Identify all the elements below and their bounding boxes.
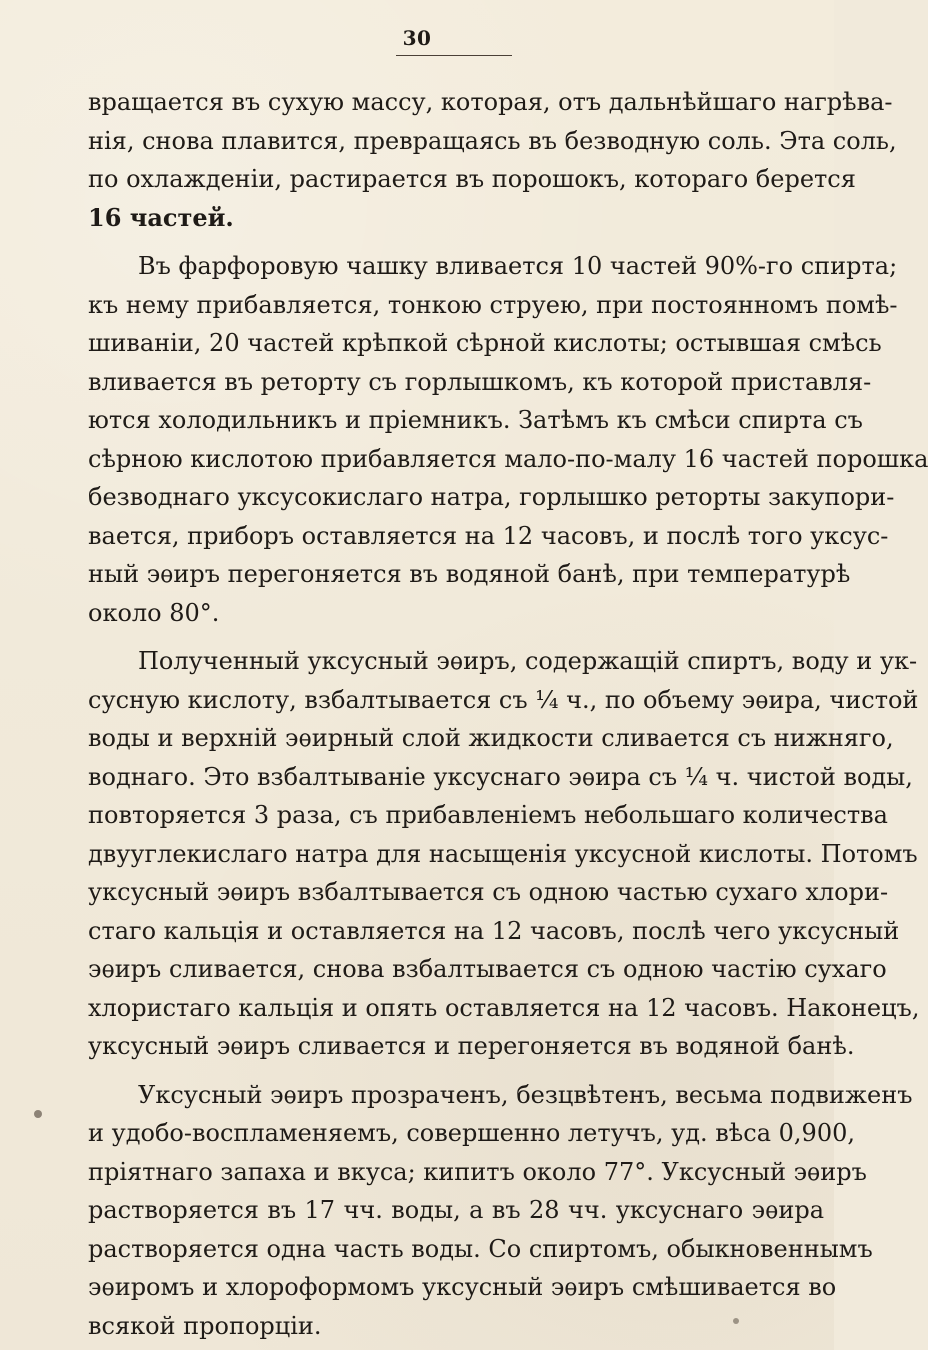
text-line: воды и верхній эѳирный слой жидкости сливается съ нижняго, <box>88 724 894 752</box>
paragraph-2 <box>88 247 928 632</box>
text-line: растворяется одна часть воды. Со спиртомъ, обыкновеннымъ <box>88 1234 873 1263</box>
text-line: вращается въ сухую массу, которая, отъ дальнѣйшаго нагрѣва- <box>88 88 893 116</box>
paragraph-gap <box>88 1066 824 1076</box>
text-line: около 80°. <box>88 598 220 627</box>
text-line: вливается въ реторту съ горлышкомъ, къ которой приставля- <box>88 367 872 396</box>
text-line: и удобо-воспламеняемъ, совершенно летучъ, уд. вѣса 0,900, <box>88 1119 855 1147</box>
text-line: всякой пропорціи. <box>88 1311 322 1340</box>
text-line: двууглекислаго натра для насыщенія уксусной кислоты. Потомъ <box>88 839 918 868</box>
text-line: уксусный эѳиръ взбалтывается съ одною частью сухаго хлори- <box>88 878 889 906</box>
text-line: стаго кальція и оставляется на 12 часовъ, послѣ чего уксусный <box>88 916 900 945</box>
page-text <box>88 83 928 1345</box>
paragraph-gap <box>88 632 824 642</box>
text-line: сусную кислоту, взбалтывается съ ¼ ч., по объему эѳира, чистой <box>88 685 919 714</box>
paragraph-1 <box>88 83 897 237</box>
text-line: нія, снова плавится, превращаясь въ безводную соль. Эта соль, <box>88 126 897 155</box>
header-rule <box>396 55 512 56</box>
text-line: эѳиромъ и хлороформомъ уксусный эѳиръ смѣшивается во <box>88 1273 837 1301</box>
text-line: повторяется 3 раза, съ прибавленіемъ небольшаго количества <box>88 801 888 829</box>
text-line: ный эѳиръ перегоняется въ водяной банѣ, при температурѣ <box>88 560 851 588</box>
text-line: сѣрною кислотою прибавляется мало-по-малу 16 частей порошка <box>88 444 928 473</box>
paragraph-4 <box>88 1076 913 1346</box>
text-line: къ нему прибавляется, тонкою струею, при постоянномъ помѣ- <box>88 290 898 319</box>
page-number: 30 <box>402 26 432 50</box>
ink-smudge <box>34 1110 42 1118</box>
text-line: Полученный уксусный эѳиръ, содержащій спиртъ, воду и ук- <box>138 647 918 675</box>
text-line: вается, приборъ оставляется на 12 часовъ, и послѣ того уксус- <box>88 521 889 550</box>
text-line: Въ фарфоровую чашку вливается 10 частей 90%-го спирта; <box>138 252 898 280</box>
text-line: шиваніи, 20 частей крѣпкой сѣрной кислоты; остывшая смѣсь <box>88 329 882 357</box>
paragraph-3 <box>88 642 920 1066</box>
text-line: безводнаго уксусокислаго натра, горлышко реторты закупори- <box>88 483 895 511</box>
text-line-bold: 16 частей. <box>88 202 234 232</box>
text-line: Уксусный эѳиръ прозраченъ, безцвѣтенъ, весьма подвиженъ <box>138 1080 913 1109</box>
text-line: эѳиръ сливается, снова взбалтывается съ одною частію сухаго <box>88 955 887 983</box>
text-line: хлористаго кальція и опять оставляется на 12 часовъ. Наконецъ, <box>88 993 920 1022</box>
text-line: ются холодильникъ и пріемникъ. Затѣмъ къ смѣси спирта съ <box>88 406 863 434</box>
paragraph-gap <box>88 237 824 247</box>
text-line: по охлажденіи, растирается въ порошокъ, котораго берется <box>88 165 856 193</box>
text-line: растворяется въ 17 чч. воды, а въ 28 чч. уксуснаго эѳира <box>88 1196 824 1224</box>
text-line: воднаго. Это взбалтываніе уксуснаго эѳира съ ¼ ч. чистой воды, <box>88 762 913 791</box>
text-line: пріятнаго запаха и вкуса; кипитъ около 77°. Уксусный эѳиръ <box>88 1157 867 1186</box>
ink-dot <box>733 1318 739 1324</box>
text-line: уксусный эѳиръ сливается и перегоняется въ водяной банѣ. <box>88 1032 855 1060</box>
